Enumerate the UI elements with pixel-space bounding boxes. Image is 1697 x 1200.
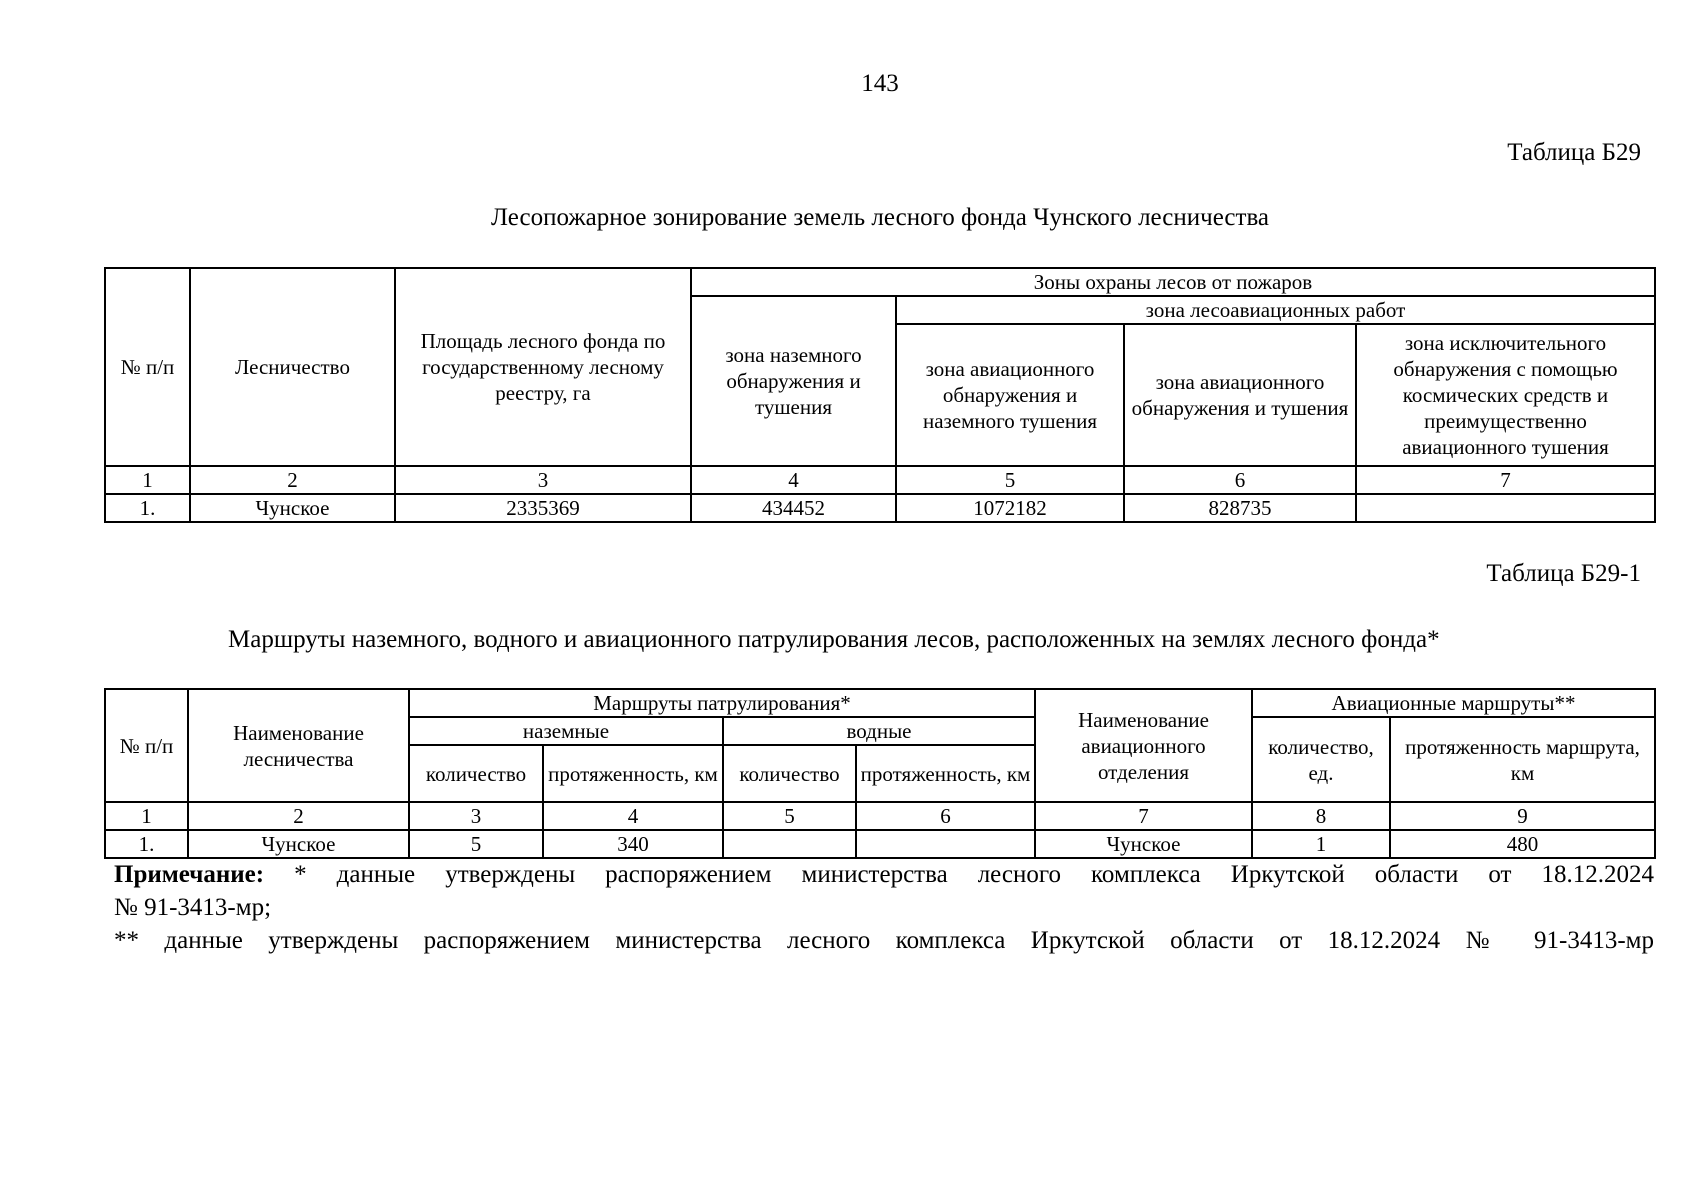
header-zones-group: Зоны охраны лесов от пожаров bbox=[691, 268, 1655, 296]
header-patrol-group: Маршруты патрулирования* bbox=[409, 689, 1035, 717]
header-forestry: Наименование лесничества bbox=[188, 689, 409, 802]
header-col7: зона исключительного обнаружения с помощью космических средств и преимущественно авиационного тушения bbox=[1356, 324, 1655, 466]
header-area: Площадь лесного фонда по государственному лесному реестру, га bbox=[395, 268, 691, 466]
col-number: 7 bbox=[1035, 802, 1252, 830]
patrol-routes-table bbox=[104, 688, 1656, 859]
header-avia-group: Авиационные маршруты** bbox=[1252, 689, 1655, 717]
footnote bbox=[114, 858, 1654, 957]
footnote-line-1 bbox=[114, 858, 1654, 891]
header-avia-group: зона лесоавиационных работ bbox=[896, 296, 1655, 324]
col-number: 5 bbox=[896, 466, 1124, 494]
header-avia-dept: Наименование авиационного отделения bbox=[1035, 689, 1252, 802]
page-number: 143 bbox=[861, 70, 899, 97]
header-ground-count: количество bbox=[409, 745, 543, 802]
cell-ground-length: 340 bbox=[543, 830, 723, 858]
col-number: 2 bbox=[190, 466, 395, 494]
header-forestry: Лесничество bbox=[190, 268, 395, 466]
header-water-length: протяженность, км bbox=[856, 745, 1035, 802]
cell-forestry: Чунское bbox=[188, 830, 409, 858]
col-number: 3 bbox=[409, 802, 543, 830]
col-number: 7 bbox=[1356, 466, 1655, 494]
col-number: 1 bbox=[105, 466, 190, 494]
cell-num: 1. bbox=[105, 494, 190, 522]
col-number: 1 bbox=[105, 802, 188, 830]
header-water: водные bbox=[723, 717, 1035, 745]
header-col4: зона наземного обнаружения и тушения bbox=[691, 296, 896, 466]
header-num: № п/п bbox=[105, 268, 190, 466]
fire-zoning-table bbox=[104, 267, 1656, 523]
table1-caption: Таблица Б29 bbox=[1507, 139, 1641, 166]
col-number: 4 bbox=[691, 466, 896, 494]
header-avia-count: количество, ед. bbox=[1252, 717, 1390, 802]
table1-title: Лесопожарное зонирование земель лесного фонда Чунского лесничества bbox=[490, 204, 1270, 231]
cell-water-length bbox=[856, 830, 1035, 858]
footnote-text-2: № 91-3413-мр; bbox=[114, 894, 272, 921]
col-number: 4 bbox=[543, 802, 723, 830]
table-row bbox=[105, 830, 1655, 858]
cell-col6: 828735 bbox=[1124, 494, 1356, 522]
table2-title: Маршруты наземного, водного и авиационного патрулирования лесов, расположенных на землях лесного фонда* bbox=[228, 626, 1440, 653]
table2-caption: Таблица Б29-1 bbox=[1486, 560, 1641, 587]
col-number: 9 bbox=[1390, 802, 1655, 830]
cell-col5: 1072182 bbox=[896, 494, 1124, 522]
header-col6: зона авиационного обнаружения и тушения bbox=[1124, 324, 1356, 466]
col-number: 6 bbox=[1124, 466, 1356, 494]
footnote-label: Примечание: bbox=[114, 861, 265, 888]
footnote-line-2 bbox=[114, 891, 1654, 924]
header-avia-length: протяженность маршрута, км bbox=[1390, 717, 1655, 802]
header-num: № п/п bbox=[105, 689, 188, 802]
footnote-text-1: * данные утверждены распоряжением министерства лесного комплекса Иркутской области от 18.12.2024 bbox=[294, 861, 1655, 888]
cell-avia-count: 1 bbox=[1252, 830, 1390, 858]
header-water-count: количество bbox=[723, 745, 856, 802]
cell-avia-dept: Чунское bbox=[1035, 830, 1252, 858]
col-number: 2 bbox=[188, 802, 409, 830]
col-number: 8 bbox=[1252, 802, 1390, 830]
cell-forestry: Чунское bbox=[190, 494, 395, 522]
table-row bbox=[105, 494, 1655, 522]
col-number: 3 bbox=[395, 466, 691, 494]
cell-avia-length: 480 bbox=[1390, 830, 1655, 858]
header-ground: наземные bbox=[409, 717, 723, 745]
footnote-line-3 bbox=[114, 924, 1654, 957]
header-ground-length: протяженность, км bbox=[543, 745, 723, 802]
header-col5: зона авиационного обнаружения и наземного тушения bbox=[896, 324, 1124, 466]
col-number: 5 bbox=[723, 802, 856, 830]
cell-ground-count: 5 bbox=[409, 830, 543, 858]
cell-water-count bbox=[723, 830, 856, 858]
cell-col7 bbox=[1356, 494, 1655, 522]
cell-area: 2335369 bbox=[395, 494, 691, 522]
col-number: 6 bbox=[856, 802, 1035, 830]
cell-num: 1. bbox=[105, 830, 188, 858]
footnote-text-3: ** данные утверждены распоряжением министерства лесного комплекса Иркутской области от 18.12.2024 № 91-3413-мр bbox=[114, 927, 1654, 954]
cell-col4: 434452 bbox=[691, 494, 896, 522]
